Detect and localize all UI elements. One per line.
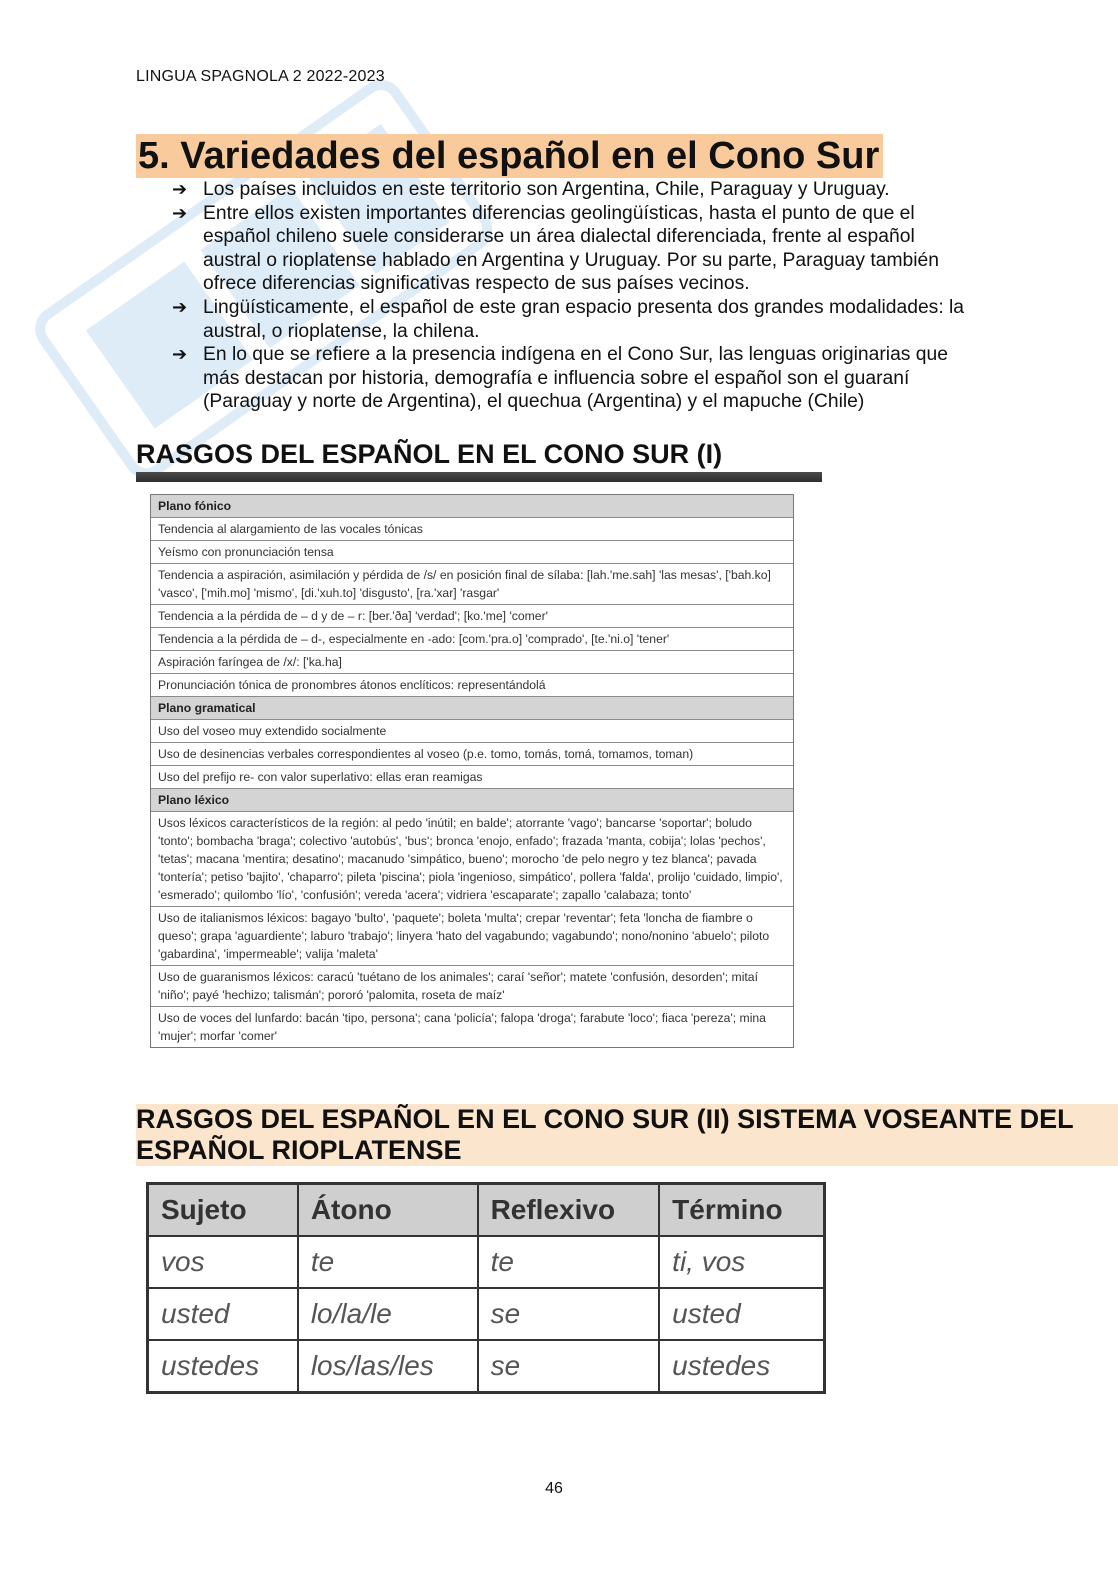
running-header: LINGUA SPAGNOLA 2 2022-2023 [136, 68, 385, 85]
column-header: Término [659, 1184, 824, 1237]
table-cell: ti, vos [659, 1236, 824, 1288]
table-row: Tendencia al alargamiento de las vocales tónicas [151, 518, 793, 541]
table-row: Tendencia a aspiración, asimilación y pérdida de /s/ en posición final de sílaba: [lah.'me.sah] 'las mesas', ['bah.ko] 'vasco', ['mih.mo] 'mismo', [di.'xuh.to] 'disgusto', [ra.'xar] 'rasgar' [151, 564, 793, 605]
bullet-list [172, 178, 972, 414]
table-row: Uso de italianismos léxicos: bagayo 'bulto', 'paquete'; boleta 'multa'; crepar 'reventar'; feta 'loncha de fiambre o queso'; grapa 'aguardiente'; laburo 'trabajo'; linyera 'hato del vagabundo; vagabundo'; nono/nonino 'abuelo'; piloto 'gabardina', 'impermeable'; valija 'maleta' [151, 907, 793, 966]
rasgos-table [150, 494, 794, 1048]
section-title: 5. Variedades del español en el Cono Sur [136, 134, 883, 178]
list-item: ➔ Lingüísticamente, el español de este gran espacio presenta dos grandes modalidades: la austral, o rioplatense, la chilena. [172, 296, 965, 342]
table-row: Uso del prefijo re- con valor superlativo: ellas eran reamigas [151, 766, 793, 789]
table-row: Uso de guaranismos léxicos: caracú 'tuétano de los animales'; caraí 'señor'; matete 'confusión, desorden'; mitaí 'niño'; payé 'hechizo; talismán'; pororó 'palomita, roseta de maíz' [151, 966, 793, 1007]
table-row: Uso de voces del lunfardo: bacán 'tipo, persona'; cana 'policía'; falopa 'droga'; farabute 'loco'; fiaca 'pereza'; mina 'mujer'; morfar 'comer' [158, 1011, 766, 1043]
page-number: 46 [545, 1480, 563, 1497]
table-row: Uso de desinencias verbales correspondientes al voseo (p.e. tomo, tomás, tomá, tomamos, toman) [151, 743, 793, 766]
subtitle-underbar [136, 472, 822, 482]
table-section-header: Plano gramatical [151, 697, 793, 720]
arrow-icon: ➔ [172, 296, 188, 317]
table-cell: usted [659, 1288, 824, 1340]
table-row: Uso del voseo muy extendido socialmente [151, 720, 793, 743]
table-cell: te [478, 1236, 660, 1288]
table-cell: los/las/les [298, 1340, 478, 1393]
table-row: Pronunciación tónica de pronombres átonos enclíticos: representándolá [151, 674, 793, 697]
table-cell: ustedes [659, 1340, 824, 1393]
list-item: ➔ Entre ellos existen importantes diferencias geolingüísticas, hasta el punto de que el español chileno suele considerarse un área dialectal diferenciada, frente al español austral o rioplatense hablado en Argentina y Uruguay. Por su parte, Paraguay también ofrece diferencias significativas respecto de sus países vecinos. [172, 202, 940, 295]
arrow-icon: ➔ [172, 179, 188, 199]
table-row: Tendencia a la pérdida de – d y de – r: [ber.'ða] 'verdad'; [ko.'me] 'comer' [151, 605, 793, 628]
table-row [148, 1288, 825, 1340]
table-row: Tendencia a la pérdida de – d-, especialmente en -ado: [com.'pra.o] 'comprado', [te.'ni.o] 'tener' [151, 628, 793, 651]
table-section-header: Plano léxico [151, 789, 793, 812]
column-header: Átono [298, 1184, 478, 1237]
table-cell: se [478, 1340, 660, 1393]
table-row: Aspiración faríngea de /x/: ['ka.ha] [151, 651, 793, 674]
table-cell: te [298, 1236, 478, 1288]
voseo-table [146, 1182, 826, 1394]
table-section-header: Plano fónico [151, 495, 793, 518]
subtitle-rasgos-i: RASGOS DEL ESPAÑOL EN EL CONO SUR (I) [136, 439, 723, 469]
arrow-icon: ➔ [172, 202, 188, 223]
table-header-row [148, 1184, 825, 1237]
table-cell: ustedes [148, 1340, 298, 1393]
column-header: Sujeto [148, 1184, 298, 1237]
list-item: ➔ En lo que se refiere a la presencia indígena en el Cono Sur, las lenguas originarias que más destacan por historia, demografía e influencia sobre el español son el guaraní (Paraguay y norte de Argentina), el quechua (Argentina) y el mapuche (Chile) [172, 344, 948, 413]
table-row: Yeísmo con pronunciación tensa [151, 541, 793, 564]
arrow-icon: ➔ [172, 344, 188, 365]
list-item: ➔ Los países incluidos en este territorio son Argentina, Chile, Paraguay y Uruguay. [172, 179, 890, 200]
table-cell: se [478, 1288, 660, 1340]
column-header: Reflexivo [478, 1184, 660, 1237]
table-row [148, 1340, 825, 1393]
table-row [148, 1236, 825, 1288]
table-cell: usted [148, 1288, 298, 1340]
table-cell: vos [148, 1236, 298, 1288]
table-cell: lo/la/le [298, 1288, 478, 1340]
table-row: Usos léxicos característicos de la región: al pedo 'inútil; en balde'; atorrante 'vago'; bancarse 'soportar'; boludo 'tonto'; bombacha 'braga'; colectivo 'autobús', 'bus'; bronca 'enojo, enfado'; frazada 'manta, cobija'; lolas 'pechos', 'tetas'; macana 'mentira; desatino'; macanudo 'simpático, bueno'; morocho 'de pelo negro y tez blanca'; pavada 'tontería'; petiso 'bajito', 'chaparro'; pileta 'piscina'; piola 'ingenioso, simpático', pollera 'falda', prolijo 'cuidado, limpio', 'esmerado'; quilombo 'lío', 'confusión'; vereda 'acera'; vidriera 'escaparate'; zapallo 'calabaza; tonto' [151, 812, 793, 907]
subtitle-rasgos-ii: RASGOS DEL ESPAÑOL EN EL CONO SUR (II) SISTEMA VOSEANTE DEL ESPAÑOL RIOPLATENSE [136, 1104, 1118, 1166]
